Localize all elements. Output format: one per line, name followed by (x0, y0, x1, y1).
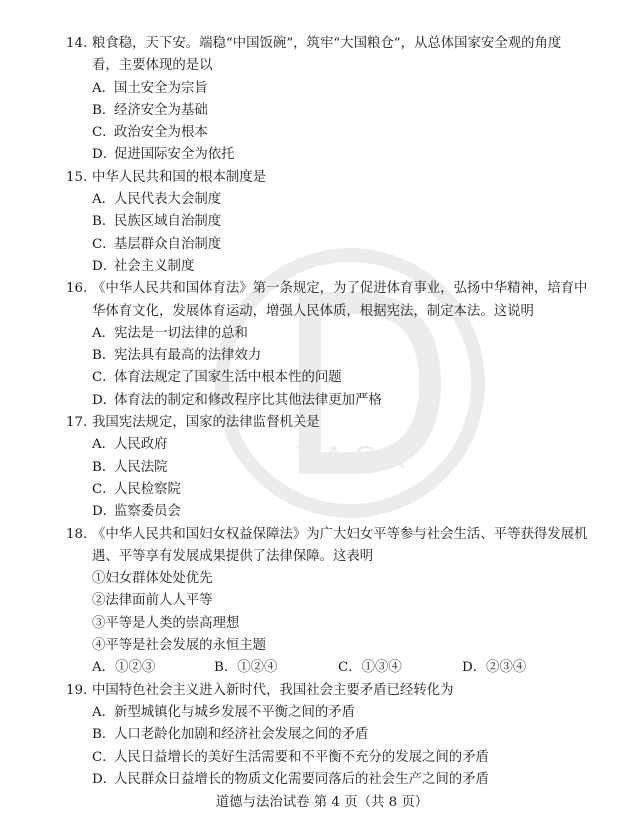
question-15 (66, 167, 612, 278)
question-17 (66, 412, 612, 523)
question-stem: 我国宪法规定，国家的法律监督机关是 (92, 415, 320, 431)
option-d: D．促进国际安全为依托 (92, 147, 235, 163)
option-b: B．经济安全为基础 (92, 102, 208, 118)
option-c: C．人民日益增长的美好生活需要和不平衡不充分的发展之间的矛盾 (92, 749, 489, 765)
question-stem: 中华人民共和国的根本制度是 (92, 169, 267, 185)
option-d: D．社会主义制度 (92, 258, 195, 274)
question-number: 14. (66, 36, 88, 51)
question-19 (66, 680, 612, 791)
option-c: C．基层群众自治制度 (92, 236, 222, 252)
question-18 (66, 524, 612, 680)
option-a: A．人民政府 (92, 437, 168, 453)
watermark-text: T A C A (295, 441, 405, 476)
option-b: B．宪法具有最高的法律效力 (92, 348, 262, 364)
option-b: B．民族区域自治制度 (92, 214, 222, 230)
statement-4: ④平等是社会发展的永恒主题 (92, 638, 267, 654)
question-14 (66, 33, 612, 167)
question-number: 16. (66, 281, 88, 297)
question-stem: 华体育文化，发展体育运动，增强人民体质，根据宪法，制定本法。这说明 (92, 303, 534, 319)
page-footer: 道德与法治试卷 第 4 页（共 8 页） (215, 795, 429, 810)
option-a: A．国土安全为宗旨 (92, 80, 208, 96)
question-number: 15. (66, 169, 88, 185)
option-d: D．体育法的制定和修改程序比其他法律更加严格 (92, 392, 382, 408)
option-b: B．人民法院 (92, 459, 168, 475)
question-stem: 看，主要体现的是以 (92, 58, 213, 74)
question-16 (66, 278, 612, 412)
option-b: B．人口老龄化加剧和经济社会发展之间的矛盾 (92, 727, 369, 743)
question-stem: 《中华人民共和国妇女权益保障法》为广大妇女平等参与社会生活、平等获得发展机 (92, 526, 588, 542)
option-c: C．人民检察院 (92, 481, 181, 497)
option-d: D．人民群众日益增长的物质文化需要同落后的社会生产之间的矛盾 (92, 771, 489, 787)
question-stem: 中国特色社会主义进入新时代，我国社会主要矛盾已经转化为 (92, 682, 454, 698)
answer-choices-row (92, 657, 612, 679)
choice-a: A．①②③ (92, 660, 156, 676)
option-a: A．新型城镇化与城乡发展不平衡之间的矛盾 (92, 704, 356, 720)
choice-b: B．①②④ (214, 660, 278, 676)
question-stem: 遇、平等享有发展成果提供了法律保障。这表明 (92, 548, 374, 564)
statement-1: ①妇女群体处处优先 (92, 571, 213, 587)
choice-d: D．②③④ (462, 660, 527, 676)
question-list (66, 33, 612, 791)
question-number: 18. (66, 526, 88, 542)
question-stem: 《中华人民共和国体育法》第一条规定，为了促进体育事业，弘扬中华精神，培育中 (92, 281, 588, 297)
question-number: 19. (66, 682, 88, 698)
question-number: 17. (66, 415, 88, 431)
question-stem: 粮食稳，天下安。端稳“中国饭碗”，筑牢“大国粮仓”，从总体国家安全观的角度 (92, 36, 562, 51)
option-a: A．宪法是一切法律的总和 (92, 325, 248, 341)
option-d: D．监察委员会 (92, 504, 181, 520)
choice-c: C．①③④ (338, 660, 402, 676)
statement-3: ③平等是人类的崇高理想 (92, 615, 240, 631)
option-c: C．体育法规定了国家生活中根本性的问题 (92, 370, 342, 386)
statement-2: ②法律面前人人平等 (92, 593, 213, 609)
option-c: C．政治安全为根本 (92, 125, 208, 141)
option-a: A．人民代表大会制度 (92, 192, 222, 208)
